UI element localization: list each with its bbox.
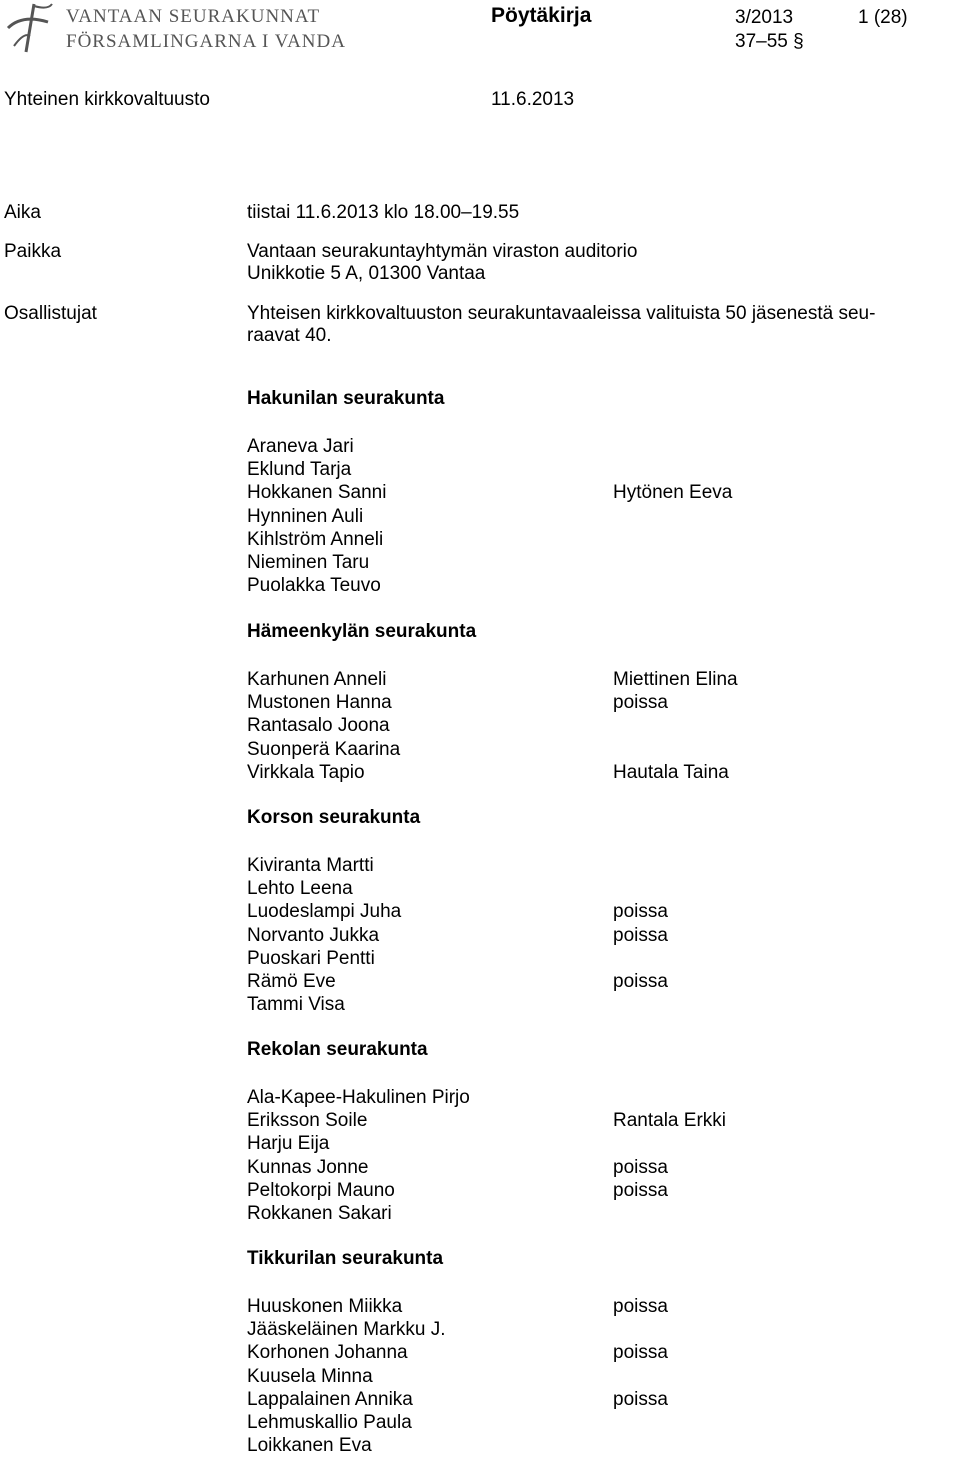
time-label: Aika: [4, 202, 41, 223]
member-note: Hautala Taina: [613, 761, 729, 783]
member-name: Harju Eija: [247, 1133, 330, 1155]
member-name: Lappalainen Annika: [247, 1388, 413, 1410]
member-name: Rokkanen Sakari: [247, 1203, 392, 1224]
participants-label: Osallistujat: [4, 303, 97, 324]
section-title: Hämeenkylän seurakunta: [247, 621, 477, 642]
member-name: Huuskonen Miikka: [247, 1296, 403, 1317]
member-name: Puolakka Teuvo: [247, 575, 381, 597]
member-name: Araneva Jari: [247, 436, 354, 457]
member-note: poissa: [613, 1388, 668, 1410]
meeting-date: 11.6.2013: [491, 89, 575, 110]
participants-line2: raavat 40.: [247, 325, 332, 346]
place-line1: Vantaan seurakuntayhtymän viraston auditorio: [247, 241, 638, 262]
member-note: poissa: [613, 1296, 668, 1317]
member-note: Rantala Erkki: [613, 1110, 726, 1132]
member-name: Lehto Leena: [247, 878, 353, 900]
member-note: Miettinen Elina: [613, 669, 738, 690]
member-name: Rantasalo Joona: [247, 715, 390, 737]
member-note: Hytönen Eeva: [613, 482, 733, 504]
time-value: tiistai 11.6.2013 klo 18.00–19.55: [247, 202, 520, 223]
governing-body: Yhteinen kirkkovaltuusto: [4, 89, 210, 110]
member-name: Norvanto Jukka: [247, 924, 380, 946]
member-note: poissa: [613, 924, 668, 946]
member-name: Eklund Tarja: [247, 459, 352, 481]
member-name: Hynninen Auli: [247, 505, 364, 527]
member-name: Ala-Kapee-Hakulinen Pirjo: [247, 1087, 470, 1108]
member-name: Tammi Visa: [247, 994, 345, 1016]
member-name: Mustonen Hanna: [247, 692, 392, 714]
sections-range: 37–55 §: [735, 31, 804, 52]
org-name-fi: VANTAAN SEURAKUNNAT: [66, 6, 321, 27]
place-label: Paikka: [4, 241, 62, 262]
member-name: Eriksson Soile: [247, 1110, 368, 1132]
page-number: 1 (28): [858, 7, 908, 28]
document-number: 3/2013: [735, 7, 794, 28]
cross-logo-icon: [4, 2, 56, 54]
section-title: Korson seurakunta: [247, 807, 421, 828]
member-name: Kuusela Minna: [247, 1365, 373, 1387]
section-title: Tikkurilan seurakunta: [247, 1248, 444, 1269]
member-name: Jääskeläinen Markku J.: [247, 1319, 446, 1341]
section-title: Rekolan seurakunta: [247, 1039, 428, 1060]
member-note: poissa: [613, 1179, 668, 1201]
member-name: Hokkanen Sanni: [247, 482, 387, 504]
member-name: Kunnas Jonne: [247, 1156, 369, 1178]
member-name: Peltokorpi Mauno: [247, 1179, 395, 1201]
section-sign-icon: §: [793, 31, 804, 52]
member-name: Puoskari Pentti: [247, 947, 375, 969]
member-name: Kihlström Anneli: [247, 528, 384, 550]
member-name: Karhunen Anneli: [247, 669, 387, 690]
member-note: poissa: [613, 1342, 668, 1364]
member-note: poissa: [613, 1156, 668, 1178]
org-name-sv: FÖRSAMLINGARNA I VANDA: [66, 31, 346, 52]
section-title: Hakunilan seurakunta: [247, 388, 445, 409]
member-note: poissa: [613, 971, 668, 992]
document-type: Pöytäkirja: [491, 4, 592, 27]
place-line2: Unikkotie 5 A, 01300 Vantaa: [247, 263, 486, 284]
member-name: Nieminen Taru: [247, 552, 370, 573]
member-name: Virkkala Tapio: [247, 761, 365, 783]
member-name: Loikkanen Eva: [247, 1435, 372, 1457]
member-name: Rämö Eve: [247, 971, 336, 992]
member-name: Luodeslampi Juha: [247, 901, 402, 923]
member-name: Kiviranta Martti: [247, 855, 374, 876]
member-name: Lehmuskallio Paula: [247, 1412, 412, 1433]
member-name: Suonperä Kaarina: [247, 738, 401, 760]
member-name: Korhonen Johanna: [247, 1342, 408, 1364]
member-note: poissa: [613, 692, 668, 714]
member-note: poissa: [613, 901, 668, 923]
participants-line1: Yhteisen kirkkovaltuuston seurakuntavaaleissa valituista 50 jäsenestä seu-: [247, 303, 876, 324]
